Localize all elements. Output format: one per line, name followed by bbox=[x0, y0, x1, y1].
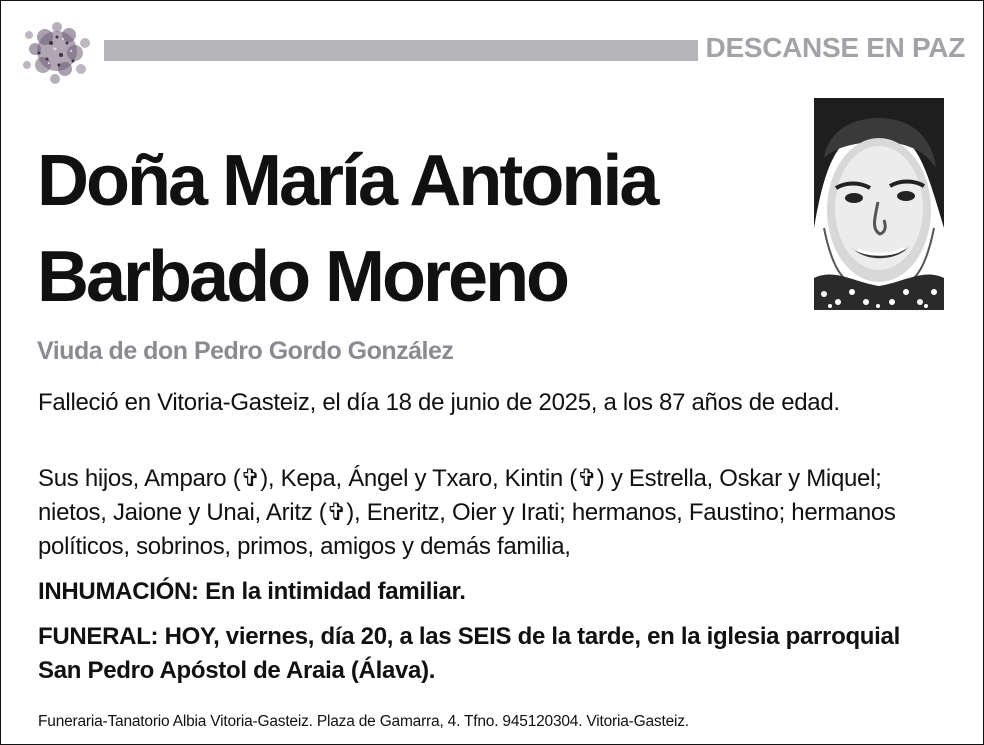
funeral-paragraph bbox=[38, 620, 948, 688]
burial-paragraph bbox=[38, 575, 948, 609]
flower-ornament-icon bbox=[15, 13, 99, 89]
header-bar bbox=[104, 40, 698, 61]
deceased-name bbox=[37, 133, 656, 325]
funeral-text: HOY, viernes, día 20, a las SEIS de la tarde, en la iglesia parroquial San Pedro Apóstol de Araia (Álava). bbox=[38, 623, 900, 684]
name-line-2: Barbado Moreno bbox=[37, 237, 568, 317]
family-paragraph: Sus hijos, Amparo (✞), Kepa, Ángel y Txaro, Kintin (✞) y Estrella, Oskar y Miquel; nietos, Jaione y Unai, Aritz (✞), Eneritz, Oier y Irati; hermanos, Faustino; hermanos políticos, sobrinos, primos, amigos y demás familia, bbox=[38, 465, 896, 560]
burial-text: En la intimidad familiar. bbox=[205, 578, 466, 605]
funeral-label: FUNERAL: bbox=[38, 623, 159, 650]
funeral-home-footer: Funeraria-Tanatorio Albia Vitoria-Gasteiz. Plaza de Gamarra, 4. Tfno. 945120304. Vitoria-Gasteiz. bbox=[38, 713, 689, 730]
burial-label: INHUMACIÓN: bbox=[38, 578, 199, 605]
name-line-1: Doña María Antonia bbox=[37, 141, 657, 221]
header-title: DESCANSE EN PAZ bbox=[705, 32, 965, 63]
portrait-photo bbox=[814, 98, 944, 310]
widow-subtitle: Viuda de don Pedro Gordo González bbox=[37, 337, 454, 365]
death-paragraph: Falleció en Vitoria-Gasteiz, el día 18 de junio de 2025, a los 87 años de edad. bbox=[38, 389, 840, 416]
